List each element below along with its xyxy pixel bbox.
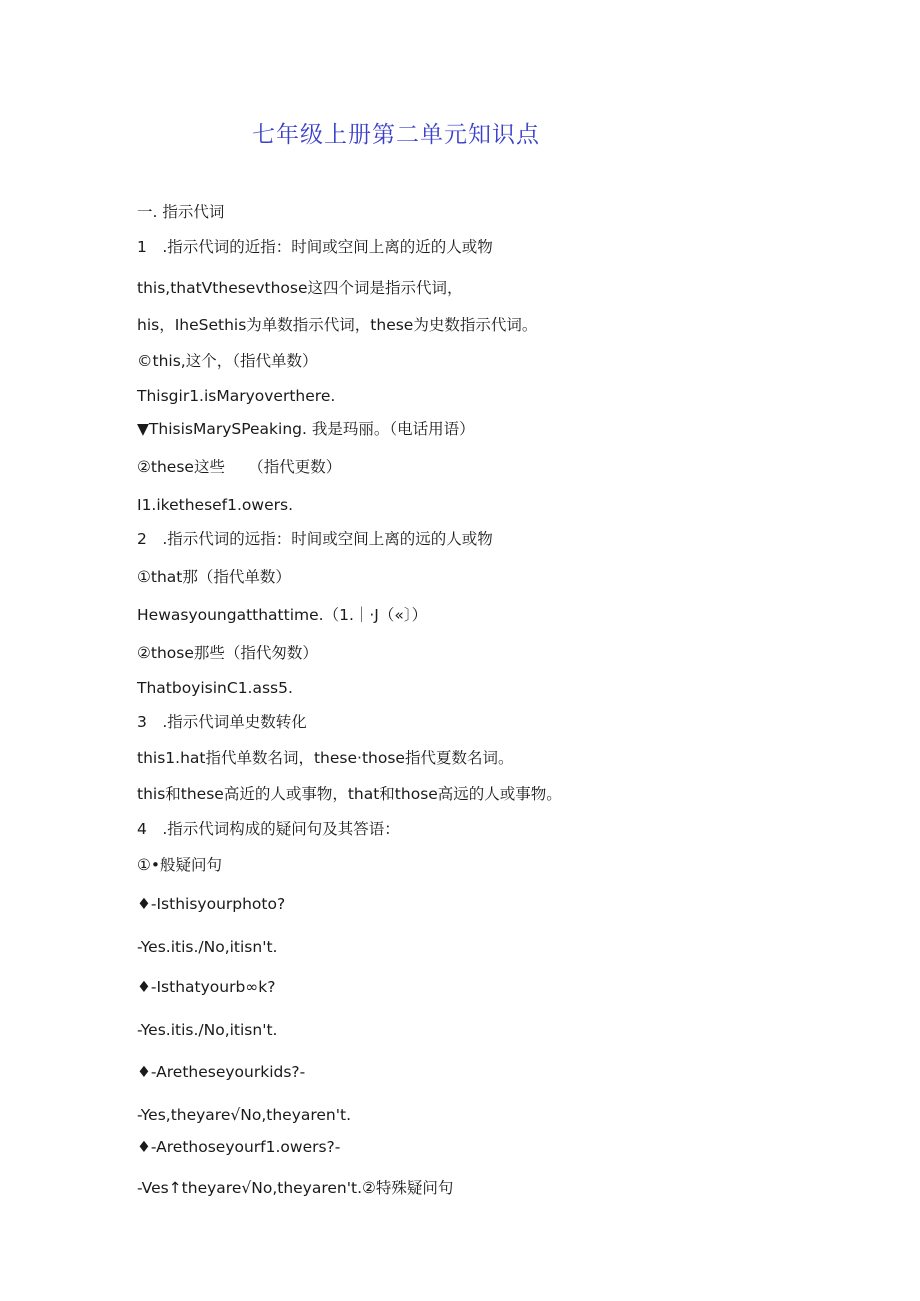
example-sentence: Thisgir1.isMaryoverthere. bbox=[137, 387, 336, 405]
dialogue-answer: -Yes.itis./No,itisn't. bbox=[137, 938, 278, 956]
dialogue-answer: -Yes,theyare√No,theyaren't. bbox=[137, 1106, 352, 1124]
subsection-heading: 2 .指示代词的远指：时间或空间上离的远的人或物 bbox=[137, 530, 493, 548]
dialogue-answer: -Ves↑theyare√No,theyaren't.②特殊疑问句 bbox=[137, 1179, 454, 1197]
body-line: this,thatVthesevthose这四个词是指示代词， bbox=[137, 279, 463, 297]
dialogue-answer: -Yes.itis./No,itisn't. bbox=[137, 1021, 278, 1039]
body-line: ②those那些（指代匆数） bbox=[137, 644, 318, 662]
subsection-heading: 4 .指示代词构成的疑问句及其答语： bbox=[137, 820, 400, 838]
body-line: this和these高近的人或事物，that和those高远的人或事物。 bbox=[137, 785, 562, 803]
dialogue-question: ♦-Aretheseyourkids?- bbox=[137, 1063, 306, 1081]
body-line: his，IheSethis为单数指示代词，these为史数指示代词。 bbox=[137, 316, 538, 334]
dialogue-question: ♦-Isthatyourb∞k? bbox=[137, 978, 276, 996]
section-heading: 一. 指示代词 bbox=[137, 203, 225, 221]
dialogue-question: ♦-Arethoseyourf1.owers?- bbox=[137, 1138, 341, 1156]
subsection-heading: 3 .指示代词单史数转化 bbox=[137, 713, 307, 731]
body-line: ©this,这个，（指代单数） bbox=[137, 352, 318, 370]
body-line: ②these这些 （指代更数） bbox=[137, 458, 342, 476]
example-sentence: ▼ThisisMarySPeaking. 我是玛丽。（电话用语） bbox=[137, 420, 475, 438]
page-title: 七年级上册第二单元知识点 bbox=[252, 122, 540, 148]
example-sentence: ThatboyisinC1.ass5. bbox=[137, 679, 293, 697]
example-sentence: Hewasyoungatthattime.（1.｜·J（«〕） bbox=[137, 606, 428, 624]
body-line: ①that那（指代单数） bbox=[137, 568, 291, 586]
subsection-heading: 1 .指示代词的近指：时间或空间上离的近的人或物 bbox=[137, 238, 493, 256]
body-line: this1.hat指代单数名词，these·those指代夏数名词。 bbox=[137, 749, 514, 767]
body-line: ①•般疑问句 bbox=[137, 856, 223, 874]
example-sentence: I1.ikethesef1.owers. bbox=[137, 496, 293, 514]
dialogue-question: ♦-Isthisyourphoto? bbox=[137, 895, 286, 913]
